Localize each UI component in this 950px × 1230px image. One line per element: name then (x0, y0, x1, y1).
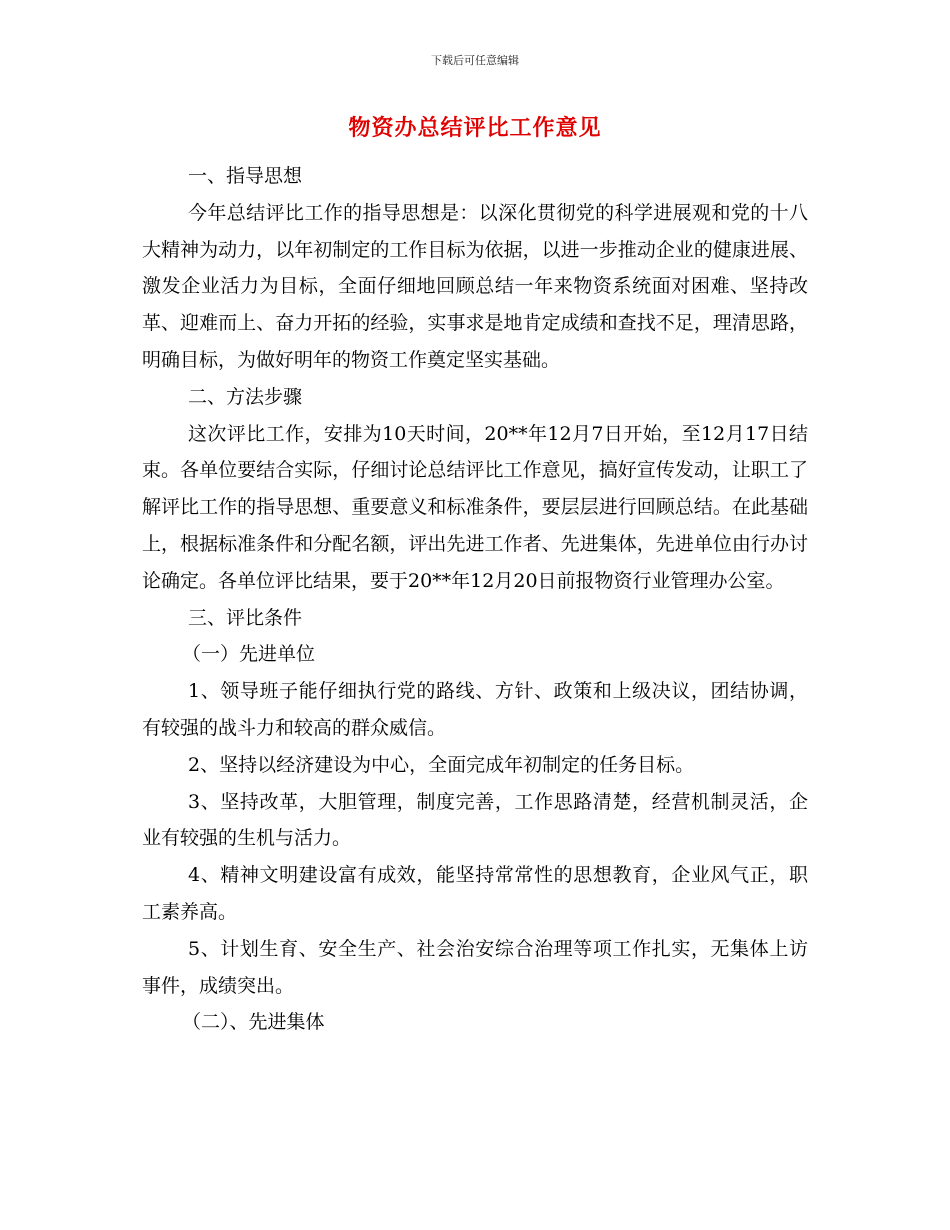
document-body (142, 158, 808, 1041)
paragraph-method-steps: 这次评比工作，安排为10天时间，20**年12月7日开始，至12月17日结束。各单位要结合实际，仔细讨论总结评比工作意见，搞好宣传发动，让职工了解评比工作的指导思想、重要意义和标准条件，要层层进行回顾总结。在此基础上，根据标准条件和分配名额，评出先进工作者、先进集体，先进单位由行办讨论确定。各单位评比结果，要于20**年12月20日前报物资行业管理办公室。 (142, 422, 808, 592)
list-item-2: 2、坚持以经济建设为中心，全面完成年初制定的任务目标。 (188, 753, 695, 776)
list-item-1: 1、领导班子能仔细执行党的路线、方针、政策和上级决议，团结协调，有较强的战斗力和较高的群众威信。 (142, 680, 808, 739)
section-heading-3: 三、评比条件 (188, 606, 303, 629)
list-item-5: 5、计划生育、安全生产、社会治安综合治理等项工作扎实，无集体上访事件，成绩突出。 (142, 937, 808, 997)
subsection-heading-2: （二）、先进集体 (182, 1011, 325, 1034)
section-heading-1: 一、指导思想 (188, 165, 303, 187)
paragraph-guiding-thought: 今年总结评比工作的指导思想是：以深化贯彻党的科学进展观和党的十八大精神为动力，以年初制定的工作目标为依据，以进一步推动企业的健康进展、激发企业活力为目标，全面仔细地回顾总结一年来物资系统面对困难、坚持改革、迎难而上、奋力开拓的经验，实事求是地肯定成绩和查找不足，理清思路，明确目标，为做好明年的物资工作奠定坚实基础。 (142, 201, 808, 371)
document-title: 物资办总结评比工作意见 (348, 115, 602, 141)
subsection-heading-1: （一）先进单位 (182, 643, 316, 666)
page-header: 下载后可任意编辑 (431, 54, 519, 67)
list-item-3: 3、坚持改革，大胆管理，制度完善，工作思路清楚，经营机制灵活，企业有较强的生机与活力。 (142, 790, 808, 850)
section-heading-2: 二、方法步骤 (188, 385, 303, 408)
list-item-4: 4、精神文明建设富有成效，能坚持常常性的思想教育，企业风气正，职工素养高。 (142, 864, 808, 923)
